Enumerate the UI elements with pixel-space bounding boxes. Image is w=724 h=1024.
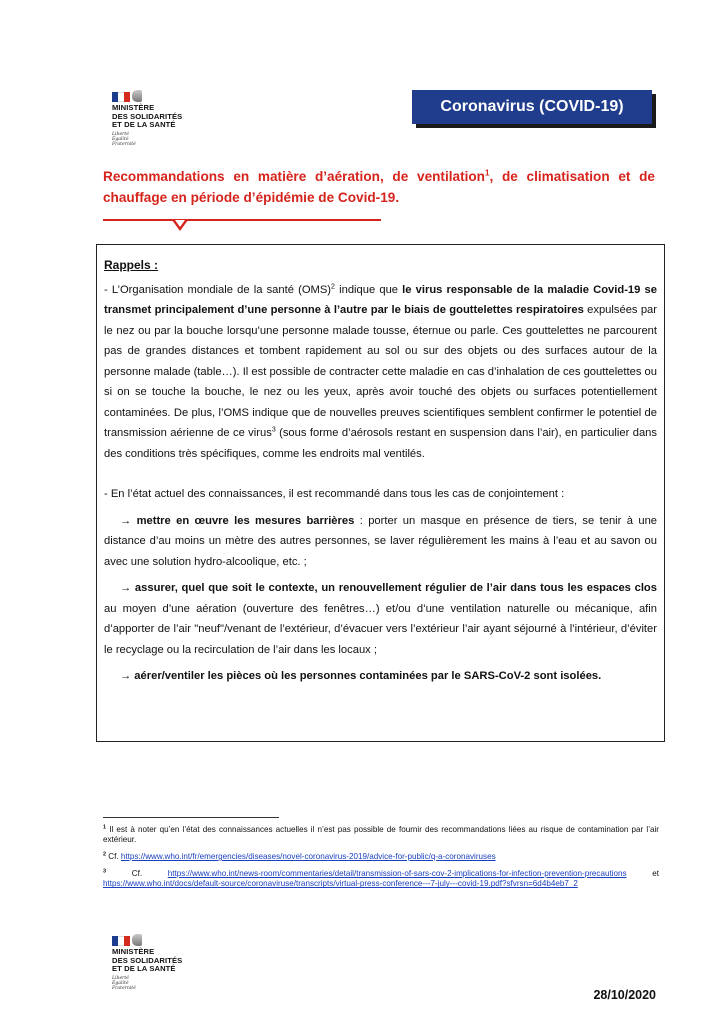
footnote-separator [103,817,279,818]
bullet-air-renewal: → assurer, quel que soit le contexte, un renouvellement régulier de l’air dans tous les espaces clos au moyen d’une aération (ouverture des fenêtres…) et/ou d’une ventilation naturelle ou mécanique, afin d’apporter de l’air "neuf"/venant de l’extérieur, d’évacuer vers l’extérieur l’air ayant séjourné à l’intérieur, d’éviter le recyclage ou la recirculation de l’air dans les locaux ; [104,582,657,656]
bullet-ventilate-rooms: → aérer/ventiler les pièces où les personnes contaminées par le SARS-CoV-2 sont isolées. [120,670,602,682]
footnote-ref-1: 1 [485,168,490,178]
ministry-logo-top [112,88,222,147]
reminder-paragraph-intro: - En l’état actuel des connaissances, il est recommandé dans tous les cas de conjointement : [104,488,565,500]
republique-francaise-flag-icon [112,932,222,946]
who-press-conference-link[interactable]: https://www.who.int/docs/default-source/coronaviruse/transcripts/virtual-press-conference---7-july---covid-19.pdf?sfvrsn=6d4b4eb7_2 [103,879,578,889]
who-qa-link[interactable]: https://www.who.int/fr/emergencies/diseases/novel-coronavirus-2019/advice-for-public/q-a-coronaviruses [120,852,496,861]
who-transmission-link[interactable]: https://www.who.int/news-room/commentaries/detail/transmission-of-sars-cov-2-implications-for-infection-prevention-precautions [167,869,627,878]
covid-header-badge: Coronavirus (COVID-19) [412,90,652,124]
footnote-2: $^2$ Cf. https://www.who.int/fr/emergencies/diseases/novel-coronavirus-2019/advice-for-public/q-a-coronaviruses [103,851,496,861]
republic-motto: Liberté Égalité Fraternité [112,975,136,991]
reminder-paragraph-oms: - L’Organisation mondiale de la santé (OMS)$^2$ indique que le virus responsable de la maladie Covid-19 se transmet principalement d’une personne à l’autre par le biais de gouttelettes respiratoires expulsées par le nez ou par la bouche lorsqu’une personne malade tousse, éternue ou parle. Ces gouttelettes ne parcourent pas de grandes distances et tombent rapidement au sol ou sur des objets ou des surfaces autour de la personne malade (table…). Il est possible de contracter cette maladie en cas d’inhalation de ces gouttelettes ou si on se touche la bouche, le nez ou les yeux, après avoir touché des objets ou surfaces potentiellement contaminées. De plus, l’OMS indique que de nouvelles preuves scientifiques semblent confirmer le potentiel de transmission aérienne de ce virus$^3$ (sous forme d’aérosols restant en suspension dans l’air), en particulier dans des conditions très spécifiques, comme les endroits mal ventilés. [104,282,658,460]
republic-motto: Liberté Égalité Fraternité [112,131,136,147]
reminders-box [96,244,665,742]
ministry-name: MINISTÈRE DES SOLIDARITÉS ET DE LA SANTÉ [112,947,183,973]
publication-date: 28/10/2020 [593,988,656,1002]
title-underline [103,219,381,221]
footnote-3: $^3$ Cf. https://www.who.int/news-room/commentaries/detail/transmission-of-sars-cov-2-implications-for-infection-prevention-precautions et https://www.who.int/docs/default-source/coronaviruse/transcripts/virtual-press-conference---7-july---covid-19.pdf?sfvrsn=6d4b4eb7_2 [103,868,659,889]
ministry-logo-bottom [112,932,222,991]
republique-francaise-flag-icon [112,88,222,102]
ministry-name: MINISTÈRE DES SOLIDARITÉS ET DE LA SANTÉ [112,103,183,129]
reminders-heading: Rappels : [104,258,159,272]
bullet-barrier-measures: → mettre en œuvre les mesures barrières : porter un masque en présence de tiers, se tenir à une distance d’au moins un mètre des autres personnes, se laver régulièrement les mains à l’eau et au savon ou avec une solution hydro-alcoolique, etc. ; [104,514,658,568]
footnote-1: $^1$ Il est à noter qu’en l’état des connaissances actuelles il n’est pas possible de fournir des recommandations liées au risque de contamination par l’air extérieur. [103,824,659,845]
document-title: Recommandations en matière d’aération, de ventilation$^1$, de climatisation et de chauffage en période d’épidémie de Covid-19. [103,168,655,205]
